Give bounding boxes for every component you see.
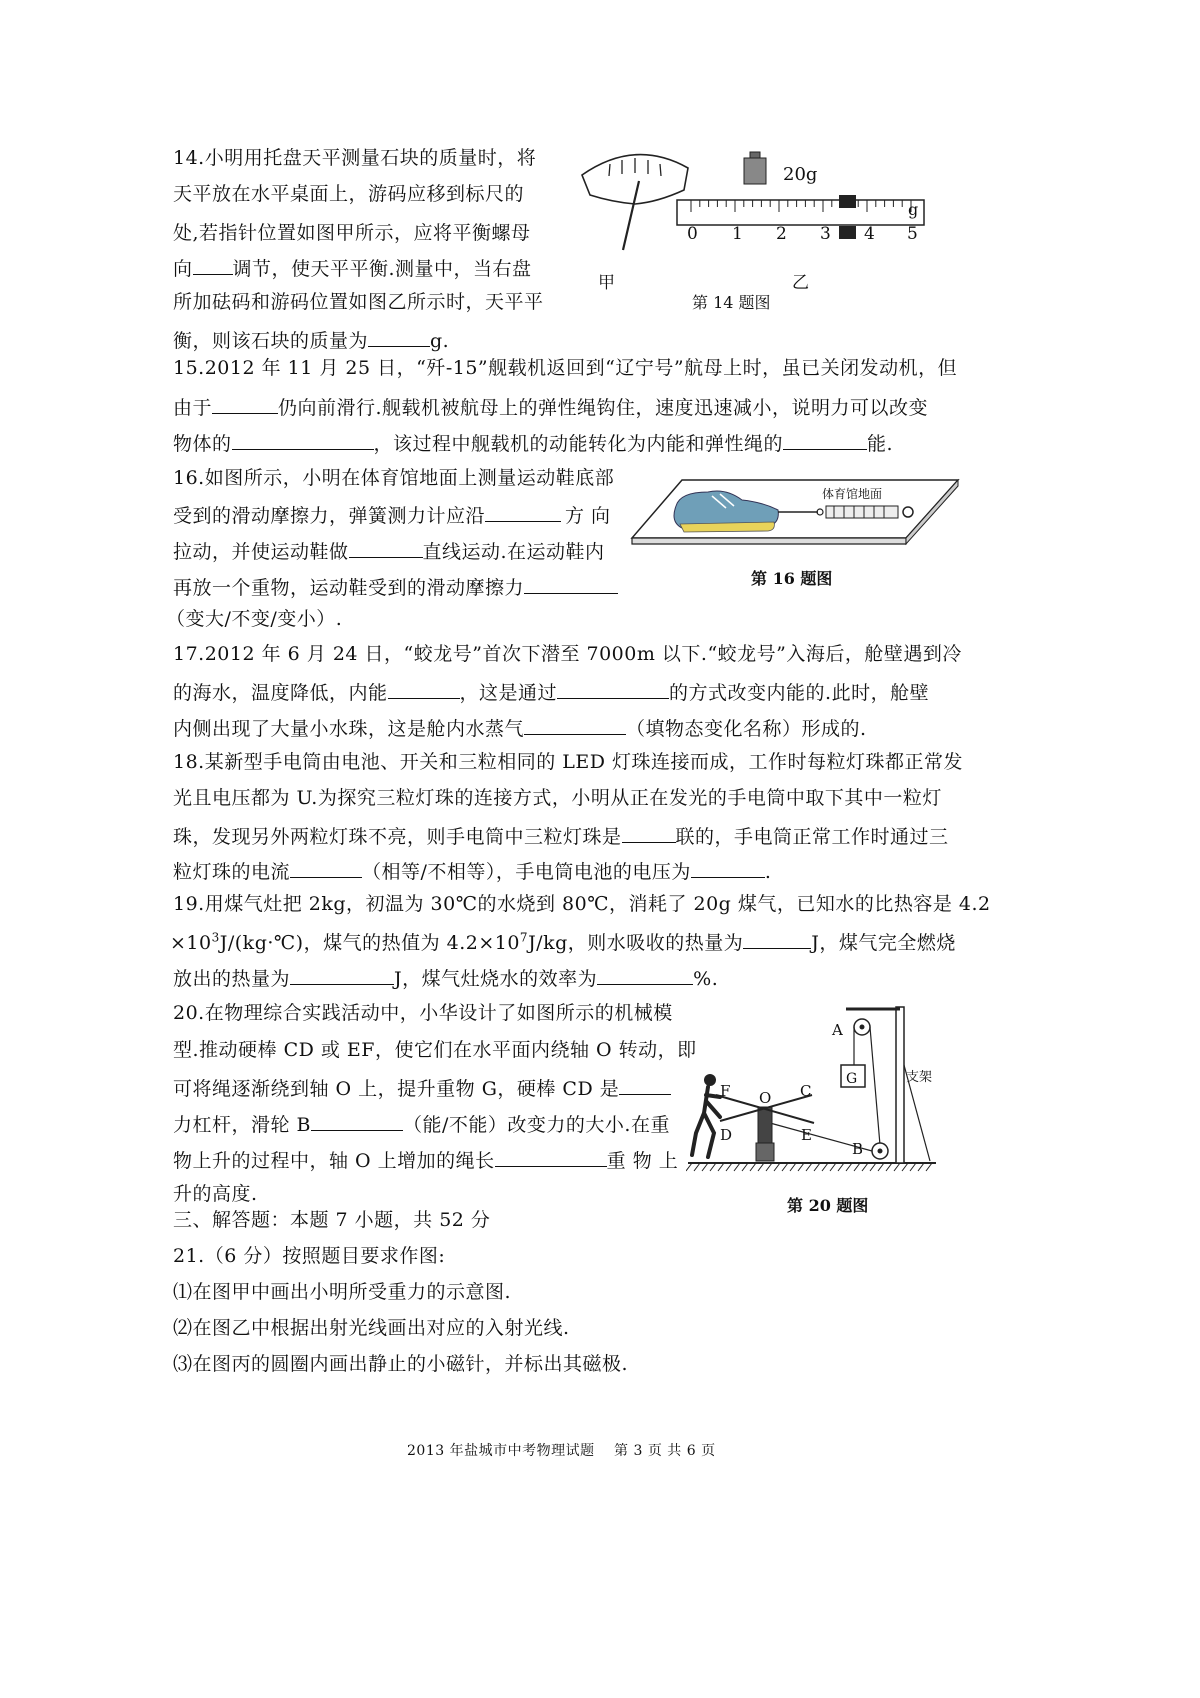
ground-hatch	[910, 1163, 916, 1171]
page-footer: 2013 年盐城市中考物理试题 第 3 页 共 6 页	[407, 1443, 716, 1459]
label-d: D	[720, 1126, 733, 1144]
label-a: A	[832, 1021, 843, 1039]
ground-hatch	[710, 1163, 716, 1171]
figure-16	[630, 478, 960, 558]
answer-blank	[193, 254, 233, 275]
q18-line-2: 光且电压都为 U.为探究三粒灯珠的连接方式，小明从正在发光的手电筒中取下其中一粒灯	[173, 787, 942, 809]
answer-blank	[622, 822, 676, 843]
label-e: E	[801, 1126, 812, 1144]
answer-blank	[311, 1110, 403, 1131]
ground-hatch	[798, 1163, 804, 1171]
answer-blank	[495, 1146, 607, 1167]
figure-14-caption: 第 14 题图	[692, 293, 771, 312]
q15-line-3: 物体的 ，该过程中舰载机的动能转化为内能和弹性绳的 能.	[173, 429, 893, 456]
ground-hatch	[742, 1163, 748, 1171]
q14-line-5: 所加砝码和游码位置如图乙所示时，天平平	[173, 291, 544, 313]
answer-blank	[232, 429, 374, 450]
ground-hatch	[918, 1163, 924, 1171]
ground-hatch	[766, 1163, 772, 1171]
ground-hatch	[846, 1163, 852, 1171]
ground-hatch	[854, 1163, 860, 1171]
answer-blank	[557, 678, 669, 699]
answer-blank	[485, 501, 561, 522]
answer-blank	[524, 573, 618, 594]
q20-line-6: 升的高度.	[173, 1183, 258, 1205]
ground-hatch	[870, 1163, 876, 1171]
q21-line-2: ⑴在图甲中画出小明所受重力的示意图.	[173, 1281, 512, 1303]
ground-hatch	[926, 1163, 932, 1171]
q17-line-2: 的海水，温度降低，内能 ，这是通过 的方式改变内能的.此时，舱壁	[173, 678, 929, 705]
q15-line-1: 15.2012 年 11 月 25 日，“歼-15”舰载机返回到“辽宁号”航母上时，虽已关闭发动机，但	[173, 357, 958, 379]
person-pushing-icon	[692, 1074, 720, 1157]
q16-line-4: 再放一个重物，运动鞋受到的滑动摩擦力	[173, 573, 618, 600]
ground-hatch	[718, 1163, 724, 1171]
answer-blank	[212, 393, 278, 414]
label-o: O	[759, 1089, 772, 1107]
answer-blank	[619, 1074, 671, 1095]
q16-line-2: 受到的滑动摩擦力，弹簧测力计应沿 方 向	[173, 501, 611, 528]
q20-line-3: 可将绳逐渐绕到轴 O 上，提升重物 G，硬棒 CD 是	[173, 1074, 671, 1101]
ground-hatch	[750, 1163, 756, 1171]
q16-line-1: 16.如图所示，小明在体育馆地面上测量运动鞋底部	[173, 467, 615, 489]
section-heading: 三、解答题：本题 7 小题，共 52 分	[173, 1209, 491, 1231]
ground-hatch	[838, 1163, 844, 1171]
q14-line-3: 处,若指针位置如图甲所示，应将平衡螺母	[173, 222, 531, 244]
q16-line-5: （变大/不变/变小）.	[166, 608, 343, 630]
answer-blank	[349, 537, 423, 558]
q16-line-3: 拉动，并使运动鞋做 直线运动.在运动鞋内	[173, 537, 605, 564]
answer-blank	[290, 964, 394, 985]
q19-line-2: $\times 10^3J/(kg\cdot℃)$，煤气的热值为 $4.2\times 10^7J/kg$，则水吸收的热量为 J，煤气完全燃烧	[170, 928, 956, 955]
q15-line-2: 由于 仍向前滑行.舰载机被航母上的弹性绳钩住，速度迅速减小，说明力可以改变	[173, 393, 928, 420]
ground-hatch	[758, 1163, 764, 1171]
ground-hatch	[878, 1163, 884, 1171]
q20-line-4: 力杠杆，滑轮 B （能/不能）改变力的大小.在重	[173, 1110, 670, 1137]
ground-hatch	[790, 1163, 796, 1171]
ground-hatch	[894, 1163, 900, 1171]
label-g: G	[846, 1071, 858, 1087]
q17-line-3: 内侧出现了大量小水珠，这是舱内水蒸气 （填物态变化名称）形成的.	[173, 714, 867, 741]
figure-16-caption: 第 16 题图	[751, 569, 833, 588]
answer-blank	[368, 326, 430, 347]
tick-label: 0	[687, 224, 718, 244]
label-yi: 乙	[792, 273, 809, 293]
q14-line-4: 向 调节，使天平平衡.测量中，当右盘	[173, 254, 532, 281]
label-jia: 甲	[598, 273, 615, 293]
pointer-dial	[582, 155, 688, 250]
ground-hatch	[830, 1163, 836, 1171]
q20-line-1: 20.在物理综合实践活动中，小华设计了如图所示的机械模	[173, 1002, 673, 1024]
ground-hatch	[694, 1163, 700, 1171]
q14-line-6: 衡，则该石块的质量为 g.	[173, 326, 449, 353]
q18-line-3: 珠，发现另外两粒灯珠不亮，则手电筒中三粒灯珠是 联的，手电筒正常工作时通过三	[173, 822, 949, 849]
floor-label: 体育馆地面	[822, 487, 883, 501]
answer-blank	[743, 928, 811, 949]
tick-label: 2	[776, 224, 807, 244]
q18-line-1: 18.某新型手电筒由电池、开关和三粒相同的 LED 灯珠连接而成，工作时每粒灯珠都正常发	[173, 751, 964, 773]
q21-line-1: 21.（6 分）按照题目要求作图:	[173, 1245, 446, 1267]
answer-blank	[290, 857, 362, 878]
answer-blank	[691, 857, 765, 878]
ground-hatch	[902, 1163, 908, 1171]
q21-line-4: ⑶在图丙的圆圈内画出静止的小磁针，并标出其磁极.	[173, 1353, 629, 1375]
q19-line-3: 放出的热量为 J，煤气灶烧水的效率为 %.	[173, 964, 718, 991]
q19-line-1: 19.用煤气灶把 2kg，初温为 30℃的水烧到 80℃，消耗了 20g 煤气，已知水的比热容是 4.2	[173, 893, 991, 915]
answer-blank	[597, 964, 693, 985]
ground-hatch	[686, 1163, 692, 1171]
label-f: F	[720, 1082, 731, 1100]
ground-hatch	[734, 1163, 740, 1171]
q14-line-2: 天平放在水平桌面上，游码应移到标尺的	[173, 183, 525, 205]
ground-hatch	[822, 1163, 828, 1171]
scale-unit: g	[908, 200, 919, 219]
answer-blank	[783, 429, 867, 450]
ground-hatch	[782, 1163, 788, 1171]
q20-line-2: 型.推动硬棒 CD 或 EF，使它们在水平面内绕轴 O 转动，即	[173, 1039, 697, 1061]
ground-hatch	[806, 1163, 812, 1171]
answer-blank	[524, 714, 626, 735]
q17-line-1: 17.2012 年 6 月 24 日，“蛟龙号”首次下潜至 7000m 以下.“蛟龙号”入海后，舱壁遇到冷	[173, 643, 962, 665]
q20-line-5: 物上升的过程中，轴 O 上增加的绳长 重 物 上	[173, 1146, 678, 1173]
q18-line-4: 粒灯珠的电流 （相等/不相等），手电筒电池的电压为 .	[173, 857, 771, 884]
answer-blank	[388, 678, 460, 699]
tick-label: 1	[732, 224, 763, 244]
weight-label: 20g	[783, 164, 818, 185]
q14-line-1: 14.小明用托盘天平测量石块的质量时，将	[173, 147, 537, 169]
ground-hatch	[702, 1163, 708, 1171]
q21-line-3: ⑵在图乙中根据出射光线画出对应的入射光线.	[173, 1317, 570, 1339]
tick-label: 5	[907, 224, 938, 244]
ground-hatch	[862, 1163, 868, 1171]
tick-label: 3	[820, 224, 851, 244]
tick-label: 4	[864, 224, 895, 244]
label-c: C	[800, 1082, 812, 1100]
figure-20-caption: 第 20 题图	[787, 1196, 869, 1215]
ground-hatch	[774, 1163, 780, 1171]
ground-hatch	[814, 1163, 820, 1171]
stand-label: 支架	[906, 1070, 933, 1085]
weight-icon	[744, 152, 766, 184]
ground-hatch	[726, 1163, 732, 1171]
label-b: B	[852, 1140, 864, 1158]
ground-hatch	[886, 1163, 892, 1171]
